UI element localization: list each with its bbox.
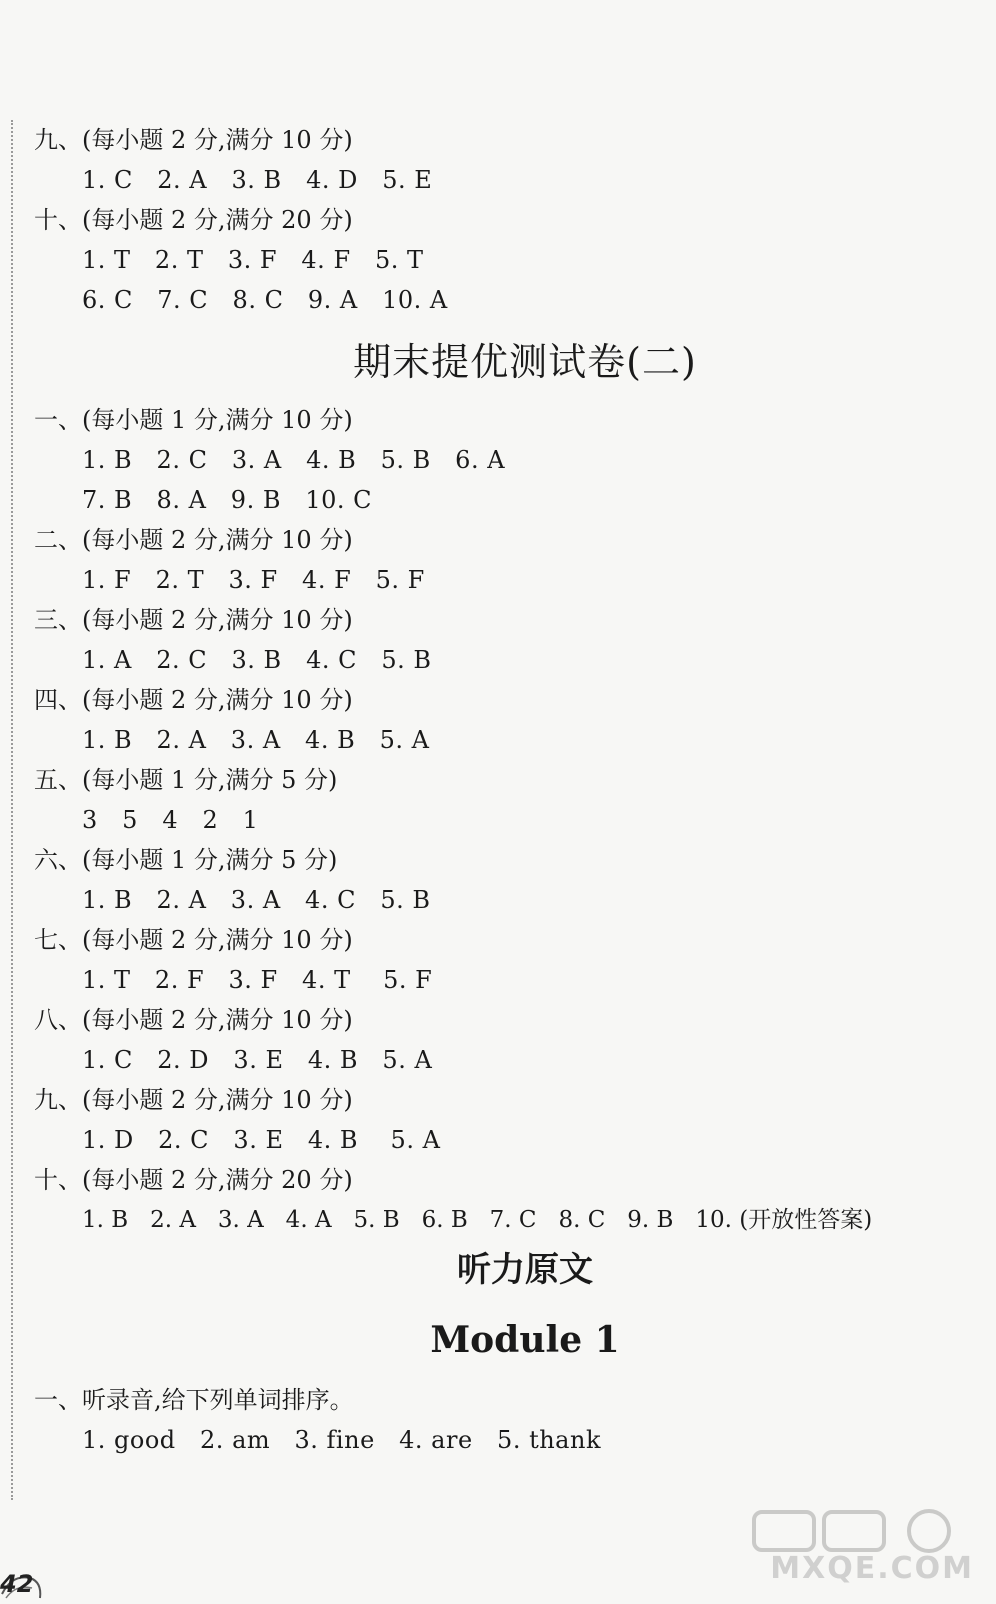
- section-header: 六、(每小题 1 分,满分 5 分): [34, 846, 338, 874]
- answer-row: 3 5 4 2 1: [82, 806, 259, 834]
- answer-row: 1. B 2. A 3. A 4. C 5. B: [82, 886, 431, 914]
- answer-row: 1. good 2. am 3. fine 4. are 5. thank: [82, 1426, 601, 1454]
- answer-row: 1. B 2. C 3. A 4. B 5. B 6. A: [82, 446, 506, 474]
- section-header: 三、(每小题 2 分,满分 10 分): [34, 606, 353, 634]
- section-header: 九、(每小题 2 分,满分 10 分): [34, 126, 353, 154]
- section-header: 八、(每小题 2 分,满分 10 分): [34, 1006, 353, 1034]
- watermark: [744, 1506, 974, 1586]
- section-header: 一、听录音,给下列单词排序。: [34, 1386, 354, 1414]
- page-number-badge: [0, 1554, 46, 1600]
- watermark-text: MXQE.COM: [770, 1551, 974, 1586]
- answer-row: 1. B 2. A 3. A 4. B 5. A: [82, 726, 430, 754]
- section-header: 十、(每小题 2 分,满分 20 分): [34, 206, 353, 234]
- answer-row: 1. T 2. F 3. F 4. T 5. F: [82, 966, 433, 994]
- section-header: 一、(每小题 1 分,满分 10 分): [34, 406, 353, 434]
- listening-title: 听力原文: [457, 1250, 593, 1290]
- section-header: 五、(每小题 1 分,满分 5 分): [34, 766, 338, 794]
- answer-row: 1. D 2. C 3. E 4. B 5. A: [82, 1126, 441, 1154]
- module-title: Module 1: [430, 1319, 620, 1361]
- section-header: 二、(每小题 2 分,满分 10 分): [34, 526, 353, 554]
- section-header: 四、(每小题 2 分,满分 10 分): [34, 686, 353, 714]
- answer-row: 1. C 2. D 3. E 4. B 5. A: [82, 1046, 433, 1074]
- page-number: 42: [0, 1570, 34, 1598]
- answer-row: 1. F 2. T 3. F 4. F 5. F: [82, 566, 425, 594]
- answer-row: 1. B 2. A 3. A 4. A 5. B 6. B 7. C 8. C 9. B 10. (开放性答案): [82, 1207, 873, 1233]
- watermark-logo-icon: [744, 1506, 974, 1556]
- exam-title: 期末提优测试卷(二): [353, 340, 697, 384]
- section-header: 十、(每小题 2 分,满分 20 分): [34, 1166, 353, 1194]
- section-header: 九、(每小题 2 分,满分 10 分): [34, 1086, 353, 1114]
- section-header: 七、(每小题 2 分,满分 10 分): [34, 926, 353, 954]
- answer-row: 1. C 2. A 3. B 4. D 5. E: [82, 166, 433, 194]
- answer-row: 6. C 7. C 8. C 9. A 10. A: [82, 286, 448, 314]
- answer-row: 7. B 8. A 9. B 10. C: [82, 486, 373, 514]
- answer-row: 1. A 2. C 3. B 4. C 5. B: [82, 646, 432, 674]
- answer-row: 1. T 2. T 3. F 4. F 5. T: [82, 246, 424, 274]
